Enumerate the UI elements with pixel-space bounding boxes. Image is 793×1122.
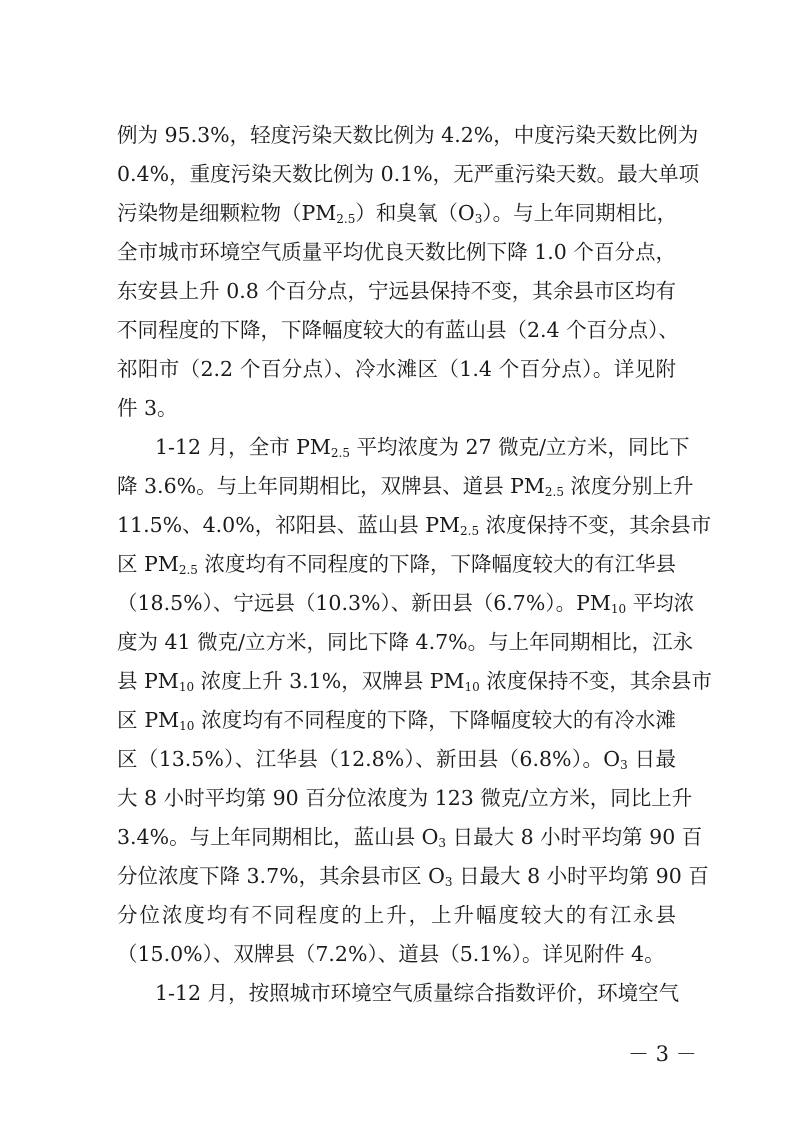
text-line: 东安县上升 0.8 个百分点，宁远县保持不变，其余县市区均有	[117, 279, 676, 303]
text-line: （15.0%）、双牌县（7.2%）、道县（5.1%）。详见附件 4。	[117, 942, 665, 966]
text-line: 区 $PM_{10}$ 浓度均有不同程度的下降，下降幅度较大的有冷水滩	[117, 708, 677, 733]
text-line: 污染物是细颗粒物$(PM_{2.5})$和臭氧$(O_3)$。与上年同期相比，	[117, 201, 678, 226]
text-line: 分位浓度下降 3.7%，其余县市区 $O_3$ 日最大 8 小时平均第 90 百	[117, 864, 709, 889]
text-line: 11.5%、4.0%，祁阳县、蓝山县 $PM_{2.5}$ 浓度保持不变，其余县市	[117, 513, 712, 538]
text-line: 3.4%。与上年同期相比，蓝山县 $O_3$ 日最大 8 小时平均第 90 百	[117, 825, 703, 850]
text-line: 分位浓度均有不同程度的上升，上升幅度较大的有江永县	[117, 903, 676, 927]
text-line: 区 $PM_{2.5}$ 浓度均有不同程度的下降，下降幅度较大的有江华县	[117, 552, 676, 577]
text-line: 全市城市环境空气质量平均优良天数比例下降 1.0 个百分点，	[117, 240, 676, 264]
paragraph-first-line: 1-12 月，按照城市环境空气质量综合指数评价，环境空气	[155, 981, 680, 1005]
text-line: 0.4%，重度污染天数比例为 0.1%，无严重污染天数。最大单项	[117, 162, 700, 186]
text-line: 度为 41 微克/立方米，同比下降 4.7%。与上年同期相比，江永	[117, 630, 694, 654]
text-line: 大 8 小时平均第 90 百分位浓度为 123 微克/立方米，同比上升	[117, 786, 693, 810]
text-line: 区（13.5%）、江华县（12.8%）、新田县（6.8%）。$O_3$ 日最	[117, 747, 676, 772]
text-line: （18.5%）、宁远县（10.3%）、新田县（6.7%）。$PM_{10}$ 平均浓	[117, 591, 695, 616]
text-line: 件 3。	[117, 396, 178, 420]
text-line: 降 3.6%。与上年同期相比，双牌县、道县 $PM_{2.5}$ 浓度分别上升	[117, 474, 694, 499]
text-line: 例为 95.3%，轻度污染天数比例为 4.2%，中度污染天数比例为	[117, 123, 699, 147]
text-line: 不同程度的下降，下降幅度较大的有蓝山县（2.4 个百分点）、	[117, 318, 679, 342]
text-line: 县 $PM_{10}$ 浓度上升 3.1%，双牌县 $PM_{10}$ 浓度保持不变，其余县市	[117, 669, 712, 694]
page-number: － 3 －	[628, 1042, 697, 1066]
text-line: 祁阳市（2.2 个百分点）、冷水滩区（1.4 个百分点）。详见附	[117, 357, 676, 381]
paragraph-first-line: 1-12 月，全市 $PM_{2.5}$ 平均浓度为 27 微克/立方米，同比下	[155, 435, 690, 460]
